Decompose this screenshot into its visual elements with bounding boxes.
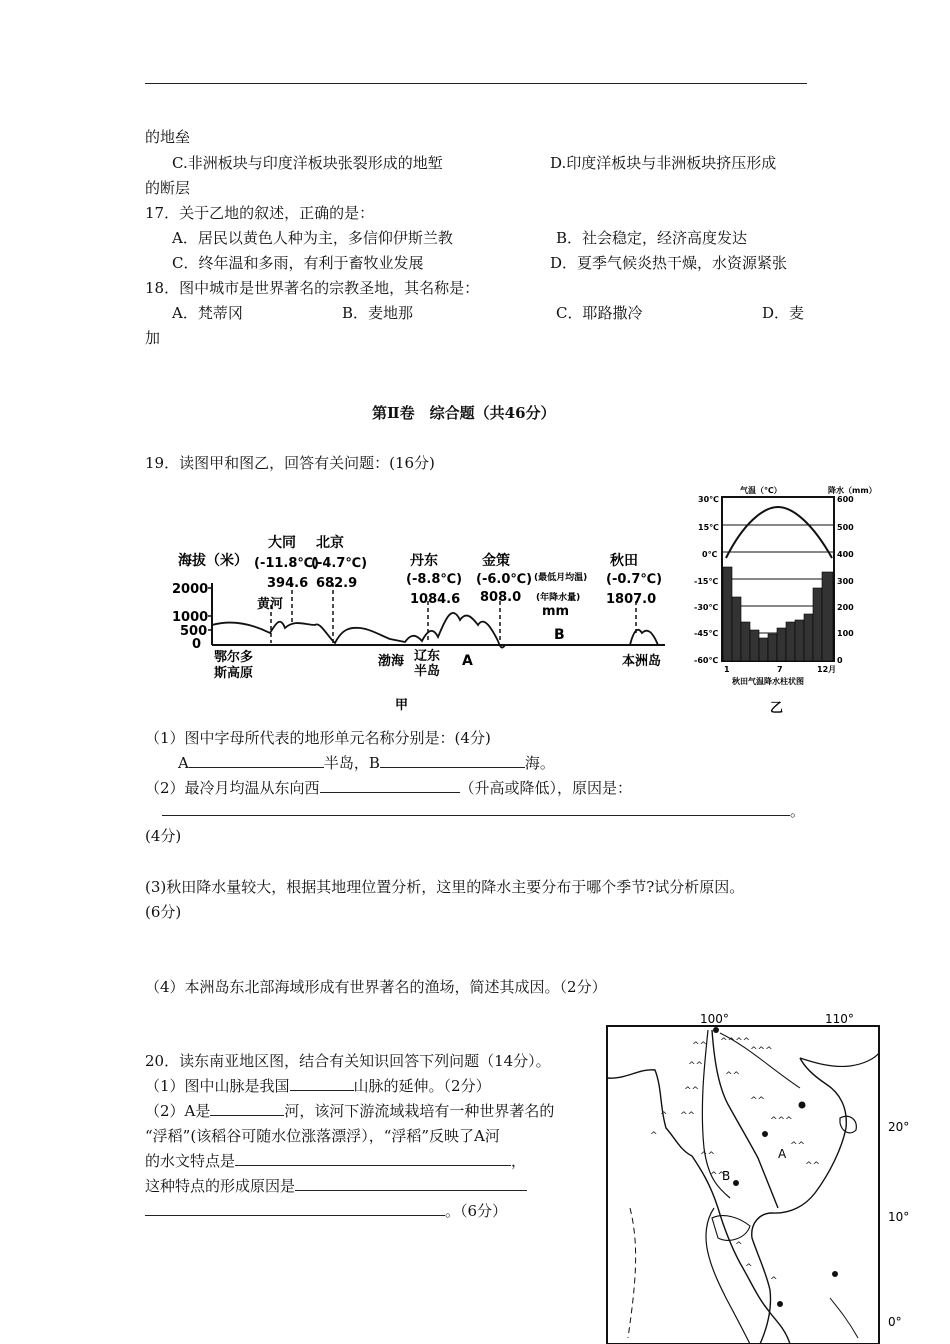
city-jince-temp: (-6.0℃): [476, 572, 533, 587]
chart-temp-ticks: [694, 495, 719, 665]
chart-month-1: 1: [724, 665, 730, 674]
q18-option-d-cont: 加: [145, 329, 161, 347]
profile-ytick-2000: 2000: [172, 582, 209, 597]
svg-text:-45℃: -45℃: [694, 629, 719, 638]
terrain-profile-line: [212, 613, 505, 648]
q16-line4: 的断层: [145, 179, 191, 197]
q19-sub2-line: [145, 777, 632, 798]
svg-text:300: 300: [837, 577, 854, 586]
svg-text:^^: ^^: [688, 1061, 704, 1071]
map-label-B: B: [722, 1169, 731, 1183]
coastline-west: [607, 1070, 790, 1344]
q19-answer-blank-trend[interactable]: [320, 778, 460, 793]
q16-line1: 的地垒: [145, 128, 191, 146]
temperature-curve: [726, 507, 832, 558]
figure-caption-yi: 乙: [770, 701, 784, 716]
q20-answer-blank-cause-2[interactable]: [145, 1201, 445, 1216]
q20-sub1-b: 山脉的延伸。（2分）: [353, 1077, 491, 1095]
q19-sub1: （1）图中字母所代表的地形单元名称分别是：(4分): [145, 729, 491, 747]
svg-text:-30℃: -30℃: [694, 603, 719, 612]
map-lat-10: 10°: [888, 1210, 910, 1224]
malay-peninsula-west: [706, 1208, 750, 1344]
section-title: 第Ⅱ卷 综合题（共46分）: [372, 404, 556, 422]
city-akita-precip: 1807.0: [606, 592, 657, 607]
q20-sub2-a: （2）A是: [145, 1102, 211, 1120]
q20-sub2-f-end: 。（6分）: [445, 1202, 508, 1220]
q17-option-b: B．社会稳定，经济高度发达: [556, 229, 748, 247]
svg-text:^: ^: [745, 1263, 753, 1273]
q20-sub2-d: 的水文特点是: [145, 1152, 236, 1170]
map-label-A: A: [778, 1147, 787, 1161]
label-liaodong-1: 辽东: [414, 649, 441, 664]
label-ordos-1: 鄂尔多: [214, 650, 254, 665]
chart-precip-label: 降水（mm）: [828, 486, 877, 495]
q20-sub2-f-line: [145, 1200, 507, 1221]
chart-title: 秋田气温降水柱状图: [732, 677, 804, 686]
q17-stem: 17．关于乙地的叙述，正确的是：: [145, 204, 375, 222]
q19-sub2-end: 。: [790, 802, 806, 820]
svg-text:^^: ^^: [700, 1151, 716, 1161]
svg-text:^^: ^^: [805, 1161, 821, 1171]
q20-sub2-line: [145, 1100, 554, 1121]
label-liaodong-2: 半岛: [414, 664, 441, 679]
svg-text:^^: ^^: [790, 1141, 806, 1151]
svg-text:400: 400: [837, 550, 854, 559]
svg-text:15℃: 15℃: [698, 523, 719, 532]
svg-text:200: 200: [837, 603, 854, 612]
honshu-profile-line: [630, 630, 658, 645]
q19-answer-blank-b[interactable]: [380, 753, 525, 768]
q18-option-c: C．耶路撒冷: [556, 304, 643, 322]
svg-text:30℃: 30℃: [698, 495, 719, 504]
q19-sub1-a-suffix: 半岛，B: [323, 754, 380, 772]
chart-month-7: 7: [777, 665, 783, 674]
q20-answer-blank-mountain[interactable]: [290, 1076, 354, 1091]
city-datong-precip: 394.6: [267, 576, 309, 591]
q20-stem: 20．读东南亚地区图，结合有关知识回答下列问题（14分）。: [145, 1052, 551, 1070]
svg-text:^: ^: [735, 1241, 743, 1251]
svg-text:0℃: 0℃: [702, 550, 718, 559]
q20-sub1-line: [145, 1075, 491, 1096]
q19-sub2-score: (4分): [145, 827, 182, 845]
q20-sub2-e-line: [145, 1175, 527, 1196]
q19-sub2-reason-line: [162, 800, 805, 821]
svg-text:-15℃: -15℃: [694, 577, 719, 586]
precip-bars: [723, 567, 833, 661]
mountain-symbols: [650, 1037, 820, 1286]
svg-text:^^: ^^: [692, 1041, 708, 1051]
q19-answer-blank-a[interactable]: [189, 753, 324, 768]
header-rule: [145, 83, 807, 84]
chart-precip-ticks: [837, 495, 854, 665]
map-lat-20: 20°: [888, 1120, 910, 1134]
profile-ytick-1000: 1000: [172, 610, 209, 625]
svg-text:^^^: ^^^: [750, 1046, 773, 1056]
svg-text:500: 500: [837, 523, 854, 532]
terrain-profile-figure: [170, 525, 675, 725]
chart-temp-label: 气温（℃）: [740, 486, 782, 495]
svg-text:^: ^: [770, 1276, 778, 1286]
q20-answer-blank-hydrology[interactable]: [235, 1151, 511, 1166]
legend-temp: (最低月均温): [534, 573, 588, 583]
city-akita-temp: (-0.7℃): [606, 572, 663, 587]
q19-sub3-score: (6分): [145, 903, 182, 921]
svg-text:^^: ^^: [684, 1086, 700, 1096]
q20-answer-blank-cause-1[interactable]: [295, 1176, 527, 1191]
chart-month-12: 12月: [817, 665, 837, 674]
q20-sub2-e: 这种特点的形成原因是: [145, 1177, 296, 1195]
map-lon-110: 110°: [825, 1012, 854, 1026]
southeast-asia-map: [600, 1008, 930, 1344]
legend-unit: mm: [542, 604, 570, 619]
q17-option-d: D．夏季气候炎热干燥，水资源紧张: [550, 254, 788, 272]
map-frame: [607, 1026, 879, 1344]
q19-sub1-answer-line: [178, 752, 555, 773]
q18-option-a: A．梵蒂冈: [172, 304, 243, 322]
q20-sub2-b: 河，该河下游流域栽培有一种世界著名的: [284, 1102, 555, 1120]
city-beijing-temp: (-4.7℃): [311, 556, 368, 571]
svg-text:0: 0: [837, 656, 843, 665]
label-ordos-2: 斯高原: [214, 666, 254, 681]
coastline-north: [800, 1053, 879, 1066]
profile-ylabel: 海拔（米）: [178, 553, 248, 569]
q19-sub1-b-suffix: 海。: [524, 754, 555, 772]
map-lat-0: 0°: [888, 1315, 902, 1329]
legend-precip: (年降水量): [536, 593, 581, 603]
svg-text:100: 100: [837, 629, 854, 638]
city-datong-temp: (-11.8℃): [254, 556, 320, 571]
label-bohai: 渤海: [378, 654, 405, 669]
svg-text:600: 600: [837, 495, 854, 504]
q19-sub2: （2）最冷月均温从东向西: [145, 779, 320, 797]
city-dandong-precip: 1084.6: [410, 592, 461, 607]
q18-option-b: B．麦地那: [342, 304, 414, 322]
svg-text:^^^^: ^^^^: [720, 1037, 751, 1047]
q18-option-d: D．麦: [762, 304, 805, 322]
svg-text:^^^: ^^^: [770, 1116, 793, 1126]
q19-sub1-a-prefix: A: [178, 754, 189, 772]
svg-text:^^: ^^: [750, 1096, 766, 1106]
svg-text:-60℃: -60℃: [694, 656, 719, 665]
q18-stem: 18．图中城市是世界著名的宗教圣地，其名称是：: [145, 279, 480, 297]
city-beijing-name: 北京: [316, 535, 344, 551]
q19-stem: 19．读图甲和图乙，回答有关问题：(16分): [145, 454, 435, 472]
q20-sub2-d-line: [145, 1150, 526, 1171]
q17-option-a: A．居民以黄色人种为主，多信仰伊斯兰教: [172, 229, 453, 247]
svg-text:^: ^: [650, 1131, 658, 1141]
q20-answer-blank-river[interactable]: [210, 1101, 284, 1116]
q16-option-d: D.印度洋板块与非洲板块挤压形成: [550, 154, 777, 172]
q19-answer-blank-reason[interactable]: [162, 801, 790, 816]
city-dandong-name: 丹东: [410, 553, 438, 569]
q19-sub2-tail: （升高或降低），原因是：: [459, 779, 633, 797]
label-A: A: [462, 653, 473, 669]
akita-climate-chart: [688, 482, 888, 717]
q20-sub2-c: “浮稻”(该稻谷可随水位涨落漂浮），“浮稻”反映了A河: [145, 1127, 500, 1145]
svg-text:^^: ^^: [680, 1111, 696, 1121]
borneo-edge: [830, 1298, 858, 1338]
city-jince-name: 金策: [482, 553, 510, 569]
q19-sub4: （4）本洲岛东北部海域形成有世界著名的渔场，简述其成因。（2分）: [145, 978, 607, 996]
q19-sub3: (3)秋田降水量较大，根据其地理位置分析，这里的降水主要分布于哪个季节?试分析原因。: [145, 878, 745, 896]
svg-text:^: ^: [660, 1111, 668, 1121]
q16-option-c: C.非洲板块与印度洋板块张裂形成的地堑: [172, 154, 443, 172]
city-beijing-precip: 682.9: [316, 576, 358, 591]
city-datong-name: 大同: [268, 535, 296, 551]
label-B: B: [554, 627, 565, 643]
city-jince-precip: 808.0: [480, 590, 522, 605]
q17-option-c: C．终年温和多雨，有利于畜牧业发展: [172, 254, 424, 272]
profile-ytick-500: 500: [180, 624, 208, 639]
sumatra-edge: [628, 1208, 636, 1338]
label-honshu: 本洲岛: [622, 654, 662, 669]
q20-sub1-a: （1）图中山脉是我国: [145, 1077, 290, 1095]
map-lon-100: 100°: [700, 1012, 729, 1026]
svg-text:^^: ^^: [725, 1071, 741, 1081]
hainan-island: [840, 1116, 856, 1133]
label-huanghe: 黄河: [257, 597, 284, 612]
city-dandong-temp: (-8.8℃): [406, 572, 463, 587]
city-akita-name: 秋田: [610, 553, 638, 569]
figure-caption-jia: 甲: [395, 698, 409, 713]
svg-text:^^: ^^: [710, 1171, 726, 1181]
q20-sub2-d-end: ，: [511, 1152, 527, 1170]
profile-ytick-0: 0: [192, 637, 202, 652]
gulf-outline: [712, 1216, 750, 1241]
